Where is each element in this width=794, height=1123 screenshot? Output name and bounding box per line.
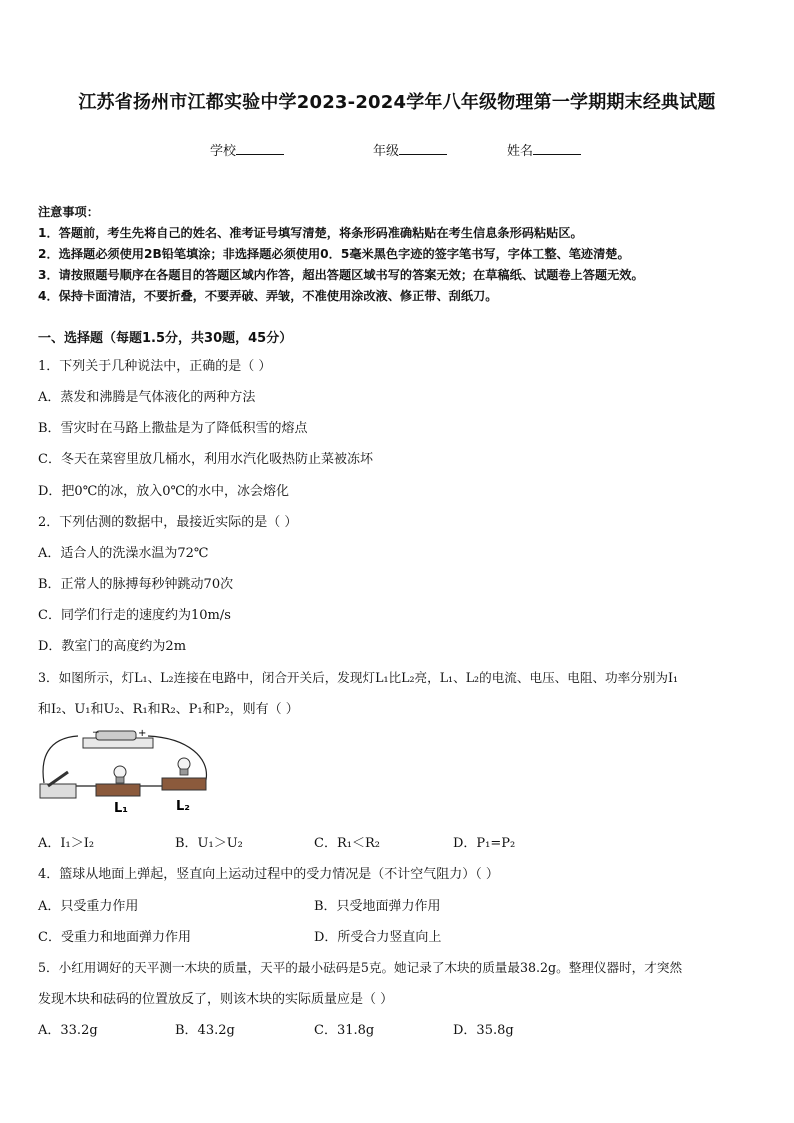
q1-option-a: A．蒸发和沸腾是气体液化的两种方法 xyxy=(38,390,256,405)
q3-option-a: A．I₁＞I₂ xyxy=(38,836,95,851)
q5-stem-line1: 5．小红用调好的天平测一木块的质量，天平的最小砝码是5克。她记录了木块的质量最38.2g。整理仪器时，才突然 xyxy=(38,960,683,975)
lamp-l1-label: L₁ xyxy=(114,801,128,816)
notice-item: 4．保持卡面清洁，不要折叠，不要弄破、弄皱，不准使用涂改液、修正带、刮纸刀。 xyxy=(38,289,498,303)
grade-field xyxy=(373,140,447,159)
q3-option-c: C．R₁＜R₂ xyxy=(314,836,380,851)
q2-stem: 2．下列估测的数据中，最接近实际的是（ ） xyxy=(38,515,298,530)
q5-option-b: B．43.2g xyxy=(175,1023,235,1038)
name-blank xyxy=(533,142,581,155)
notice-item: 3．请按照题号顺序在各题目的答题区域内作答，超出答题区域书写的答案无效；在草稿纸、试题卷上答题无效。 xyxy=(38,268,644,282)
school-label: 学校 xyxy=(210,144,237,159)
q4-option-c: C．受重力和地面弹力作用 xyxy=(38,930,191,945)
school-field xyxy=(210,140,284,159)
lamp-l1-socket xyxy=(116,777,124,783)
q2-option-d: D．教室门的高度约为2m xyxy=(38,639,187,654)
q5-option-c: C．31.8g xyxy=(314,1023,375,1038)
school-blank xyxy=(236,142,284,155)
lamp-l1-bulb-icon xyxy=(114,766,126,778)
notice-heading: 注意事项： xyxy=(38,205,99,219)
grade-blank xyxy=(399,142,447,155)
q2-option-a: A．适合人的洗澡水温为72℃ xyxy=(38,546,209,561)
battery-plus-icon: + xyxy=(138,728,147,739)
q3-option-d: D．P₁=P₂ xyxy=(453,836,516,851)
q5-stem-line2: 发现木块和砝码的位置放反了，则该木块的实际质量应是（ ） xyxy=(38,992,394,1007)
lamp-l2-label: L₂ xyxy=(176,799,190,814)
battery-minus-icon: − xyxy=(92,728,100,738)
notice-item: 1．答题前，考生先将自己的姓名、准考证号填写清楚，将条形码准确粘贴在考生信息条形码粘贴区。 xyxy=(38,226,583,240)
switch-base xyxy=(40,784,76,798)
q2-option-b: B．正常人的脉搏每秒钟跳动70次 xyxy=(38,577,234,592)
q4-option-d: D．所受合力竖直向上 xyxy=(314,930,442,945)
lamp-l2-base xyxy=(162,778,206,790)
q3-stem-line1: 3．如图所示，灯L₁、L₂连接在电路中，闭合开关后，发现灯L₁比L₂亮，L₁、L₂的电流、电压、电阻、功率分别为I₁ xyxy=(38,670,679,685)
q2-option-c: C．同学们行走的速度约为10m/s xyxy=(38,608,231,623)
notice-item: 2．选择题必须使用2B铅笔填涂；非选择题必须使用0．5毫米黑色字迹的签字笔书写，字体工整、笔迹清楚。 xyxy=(38,247,630,261)
q1-option-d: D．把0℃的冰，放入0℃的水中，冰会熔化 xyxy=(38,484,290,499)
q4-option-b: B．只受地面弹力作用 xyxy=(314,899,441,914)
name-field xyxy=(507,140,581,159)
q1-stem: 1．下列关于几种说法中，正确的是（ ） xyxy=(38,359,272,374)
q1-option-c: C．冬天在菜窖里放几桶水，利用水汽化吸热防止菜被冻坏 xyxy=(38,452,373,467)
q4-stem: 4．篮球从地面上弹起，竖直向上运动过程中的受力情况是（不计空气阻力）（ ） xyxy=(38,867,499,882)
battery-icon xyxy=(96,731,136,740)
grade-label: 年级 xyxy=(373,144,400,159)
q5-option-d: D．35.8g xyxy=(453,1023,514,1038)
page-title: 江苏省扬州市江都实验中学2023-2024学年八年级物理第一学期期末经典试题 xyxy=(78,92,716,113)
q4-option-a: A．只受重力作用 xyxy=(38,899,139,914)
lamp-l2-socket xyxy=(180,769,188,775)
lamp-l1-base xyxy=(96,784,140,796)
name-label: 姓名 xyxy=(507,144,534,159)
lamp-l2-bulb-icon xyxy=(178,758,190,770)
circuit-diagram xyxy=(38,728,218,820)
wire xyxy=(148,736,206,780)
section-heading: 一、选择题（每题1.5分，共30题，45分） xyxy=(38,331,293,346)
q5-option-a: A．33.2g xyxy=(38,1023,98,1038)
q1-option-b: B．雪灾时在马路上撒盐是为了降低积雪的熔点 xyxy=(38,421,308,436)
q3-option-b: B．U₁＞U₂ xyxy=(175,836,243,851)
q3-stem-line2: 和I₂、U₁和U₂、R₁和R₂、P₁和P₂，则有（ ） xyxy=(38,702,299,717)
